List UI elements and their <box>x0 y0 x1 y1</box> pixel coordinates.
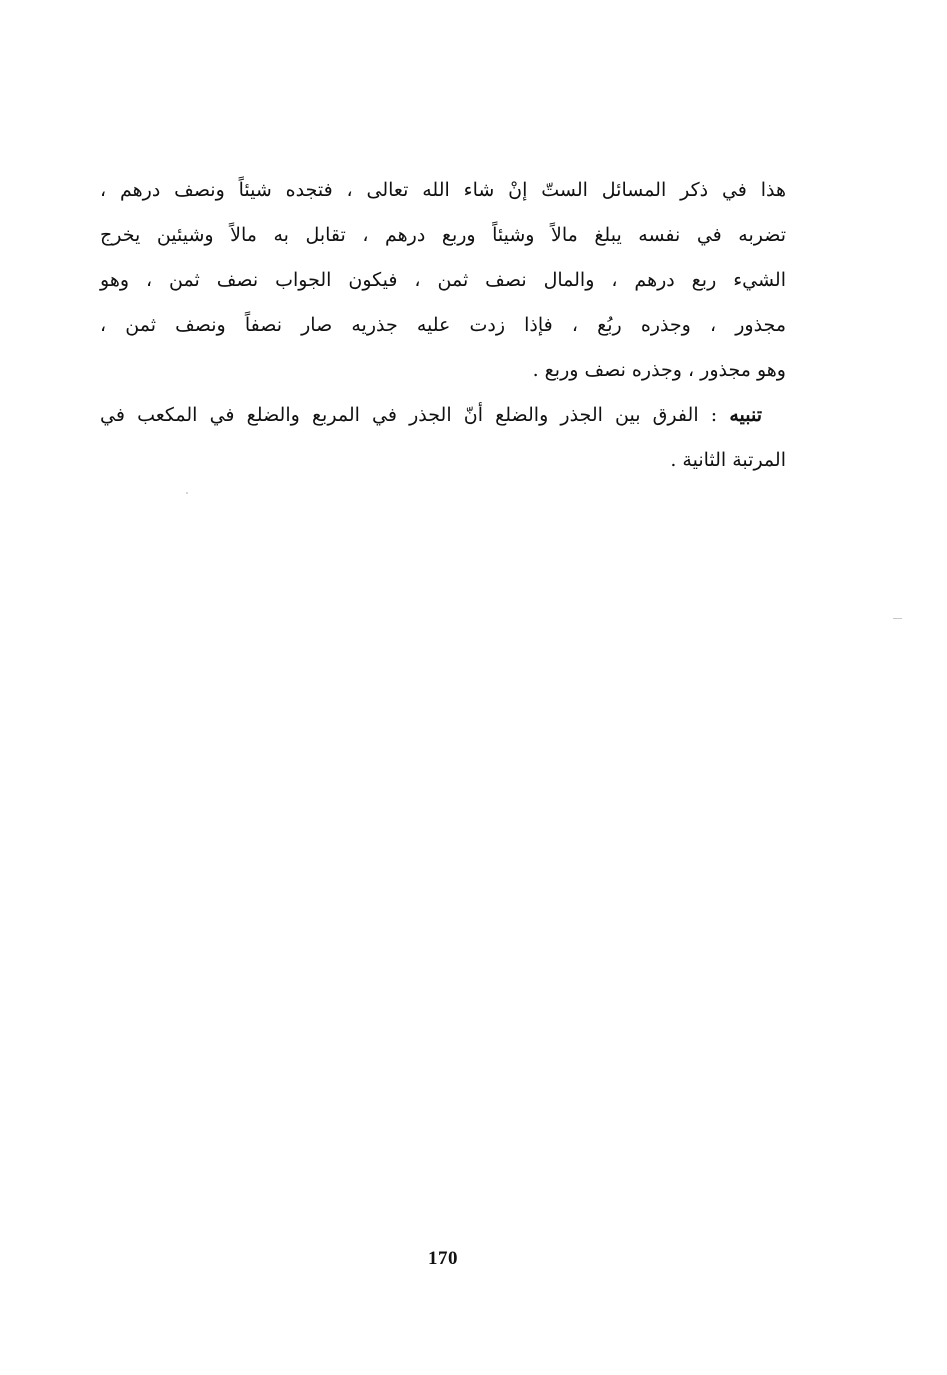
note-line-1 <box>100 393 786 438</box>
scan-dot <box>186 492 188 494</box>
page-number: 170 <box>428 1248 458 1269</box>
note-text-1: : الفرق بين الجذر والضلع أنّ الجذر في المربع والضلع في المكعب في <box>100 404 718 426</box>
paragraph-line-3: الشيء ربع درهم ، والمال نصف ثمن ، فيكون الجواب نصف ثمن ، وهو <box>100 269 786 291</box>
main-text <box>100 168 786 483</box>
paragraph-line-5: وهو مجذور ، وجذره نصف وربع . <box>532 359 786 381</box>
scan-mark <box>893 618 902 619</box>
note-label: تنبيه <box>729 404 762 426</box>
paragraph-line-1: هذا في ذكر المسائل الستّ إنْ شاء الله تعالى ، فتجده شيئاً ونصف درهم ، <box>100 179 786 201</box>
paragraph-line-4: مجذور ، وجذره ربُع ، فإذا زدت عليه جذريه صار نصفاً ونصف ثمن ، <box>100 314 786 336</box>
note-line-2: المرتبة الثانية . <box>670 449 786 471</box>
paragraph-line-2: تضربه في نفسه يبلغ مالاً وشيئاً وربع درهم ، تقابل به مالاً وشيئين يخرج <box>100 224 786 246</box>
